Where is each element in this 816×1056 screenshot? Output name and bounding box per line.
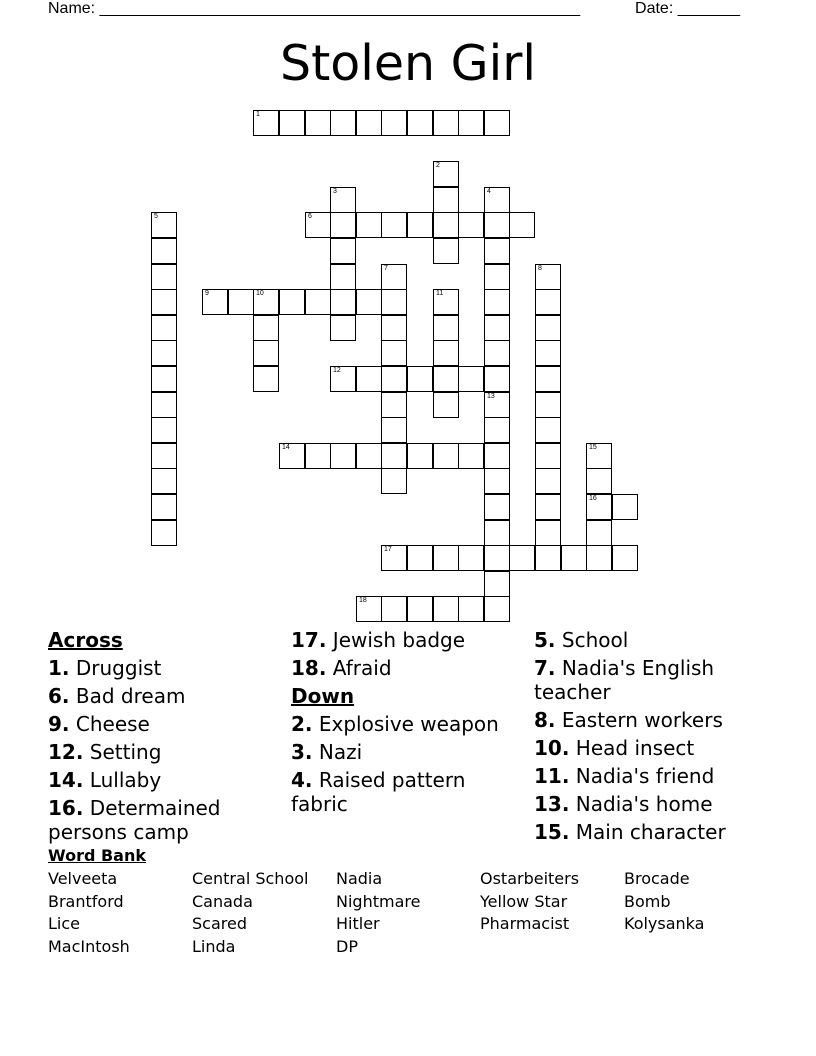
grid-cell[interactable] xyxy=(253,110,279,136)
grid-cell[interactable] xyxy=(458,366,484,392)
clue-number: 8 xyxy=(538,265,542,272)
word-bank-item: Central School xyxy=(192,869,309,888)
grid-cell[interactable] xyxy=(202,289,228,315)
clue-number: 18 xyxy=(359,597,367,604)
page-title: Stolen Girl xyxy=(279,35,537,92)
grid-cell[interactable] xyxy=(535,315,561,341)
grid-cell[interactable] xyxy=(484,264,510,290)
grid-cell[interactable] xyxy=(253,340,279,366)
grid-cell[interactable] xyxy=(458,545,484,571)
word-bank-item: Nightmare xyxy=(336,891,421,911)
grid-cell[interactable] xyxy=(458,596,484,622)
grid-cell[interactable] xyxy=(612,545,638,571)
clue-number: 11 xyxy=(436,290,444,297)
clue-number: 17 xyxy=(384,546,392,553)
grid-cell[interactable] xyxy=(535,494,561,520)
grid-cell[interactable] xyxy=(484,366,510,392)
grid-cell[interactable] xyxy=(586,468,612,494)
grid-cell[interactable] xyxy=(151,392,177,418)
down-clue-10: 10. Head insect xyxy=(534,736,695,760)
word-bank-item: Velveeta xyxy=(48,869,118,888)
grid-cell[interactable] xyxy=(381,392,407,418)
word-bank-item: Nadia xyxy=(336,869,383,888)
word-bank-title: Word Bank xyxy=(48,846,147,865)
clue-number: 3 xyxy=(333,188,337,195)
word-bank-item: Linda xyxy=(192,937,236,957)
grid-cell[interactable] xyxy=(151,468,177,494)
down-clue-5: 5. School xyxy=(534,628,629,652)
grid-cell[interactable] xyxy=(484,468,510,494)
grid-cell[interactable] xyxy=(151,289,177,315)
grid-cell[interactable] xyxy=(484,545,510,571)
word-bank-item: Ostarbeiters xyxy=(480,869,580,888)
grid-cell[interactable] xyxy=(433,392,459,418)
grid-cell[interactable] xyxy=(535,392,561,418)
down-clue-3: 3. Nazi xyxy=(291,740,363,764)
word-bank-item: Lice xyxy=(48,914,80,934)
grid-cell[interactable] xyxy=(253,366,279,392)
grid-cell[interactable] xyxy=(484,187,510,213)
clue-number: 16 xyxy=(589,495,597,502)
grid-cell[interactable] xyxy=(151,494,177,520)
clue-number: 14 xyxy=(282,444,290,451)
grid-cell[interactable] xyxy=(151,417,177,443)
grid-cell[interactable] xyxy=(407,443,433,469)
grid-cell[interactable] xyxy=(151,366,177,392)
word-bank-column-4 xyxy=(480,868,579,936)
grid-cell[interactable] xyxy=(535,468,561,494)
word-bank-item: Yellow Star xyxy=(480,891,568,911)
across-clue-16: 16. Determained persons camp xyxy=(48,796,221,844)
clue-number: 5 xyxy=(154,213,158,220)
grid-cell[interactable] xyxy=(305,212,331,238)
grid-cell[interactable] xyxy=(330,289,356,315)
grid-cell[interactable] xyxy=(330,110,356,136)
grid-cell[interactable] xyxy=(433,443,459,469)
grid-cell[interactable] xyxy=(535,289,561,315)
grid-cell[interactable] xyxy=(356,110,382,136)
grid-cell[interactable] xyxy=(458,443,484,469)
grid-cell[interactable] xyxy=(330,212,356,238)
grid-cell[interactable] xyxy=(381,443,407,469)
word-bank-column-3 xyxy=(336,868,420,959)
word-bank-item: Scared xyxy=(192,914,247,934)
grid-cell[interactable] xyxy=(151,443,177,469)
grid-cell[interactable] xyxy=(433,212,459,238)
grid-cell[interactable] xyxy=(433,161,459,187)
name-field-label: Name: ______________________________________________________ xyxy=(48,0,581,17)
grid-cell[interactable] xyxy=(433,596,459,622)
grid-cell[interactable] xyxy=(381,417,407,443)
grid-cell[interactable] xyxy=(151,315,177,341)
word-bank-item: Canada xyxy=(192,891,253,911)
clue-number: 1 xyxy=(256,111,260,118)
across-clue-12: 12. Setting xyxy=(48,740,162,764)
grid-cell[interactable] xyxy=(535,520,561,546)
clue-number: 13 xyxy=(487,393,495,400)
grid-cell[interactable] xyxy=(356,212,382,238)
grid-cell[interactable] xyxy=(561,545,587,571)
grid-cell[interactable] xyxy=(151,212,177,238)
grid-cell[interactable] xyxy=(356,289,382,315)
grid-cell[interactable] xyxy=(381,545,407,571)
grid-cell[interactable] xyxy=(433,366,459,392)
grid-cell[interactable] xyxy=(484,596,510,622)
grid-cell[interactable] xyxy=(228,289,254,315)
word-bank-item: Bomb xyxy=(624,891,671,911)
across-clue-14: 14. Lullaby xyxy=(48,768,162,792)
grid-cell[interactable] xyxy=(535,340,561,366)
clue-number: 10 xyxy=(256,290,264,297)
grid-cell[interactable] xyxy=(484,340,510,366)
grid-cell[interactable] xyxy=(330,366,356,392)
grid-cell[interactable] xyxy=(433,110,459,136)
clue-column-1 xyxy=(48,628,284,848)
across-clue-18: 18. Afraid xyxy=(291,656,392,680)
grid-cell[interactable] xyxy=(151,238,177,264)
grid-cell[interactable] xyxy=(356,366,382,392)
grid-cell[interactable] xyxy=(535,443,561,469)
grid-cell[interactable] xyxy=(586,443,612,469)
grid-cell[interactable] xyxy=(535,417,561,443)
grid-cell[interactable] xyxy=(356,443,382,469)
grid-cell[interactable] xyxy=(381,289,407,315)
clue-number: 15 xyxy=(589,444,597,451)
grid-cell[interactable] xyxy=(433,238,459,264)
grid-cell[interactable] xyxy=(612,494,638,520)
grid-cell[interactable] xyxy=(381,596,407,622)
grid-cell[interactable] xyxy=(484,110,510,136)
word-bank-item: Hitler xyxy=(336,914,380,934)
clue-column-2 xyxy=(291,628,527,820)
grid-cell[interactable] xyxy=(535,366,561,392)
grid-cell[interactable] xyxy=(253,315,279,341)
grid-cell[interactable] xyxy=(586,545,612,571)
down-heading: Down xyxy=(291,684,355,708)
grid-cell[interactable] xyxy=(381,110,407,136)
grid-cell[interactable] xyxy=(407,110,433,136)
grid-cell[interactable] xyxy=(381,315,407,341)
grid-cell[interactable] xyxy=(407,596,433,622)
clue-column-3 xyxy=(534,628,770,848)
grid-cell[interactable] xyxy=(151,520,177,546)
grid-cell[interactable] xyxy=(356,596,382,622)
grid-cell[interactable] xyxy=(509,545,535,571)
grid-cell[interactable] xyxy=(253,289,279,315)
grid-cell[interactable] xyxy=(330,443,356,469)
grid-cell[interactable] xyxy=(407,545,433,571)
grid-cell[interactable] xyxy=(330,264,356,290)
grid-cell[interactable] xyxy=(484,520,510,546)
grid-cell[interactable] xyxy=(407,366,433,392)
grid-cell[interactable] xyxy=(458,212,484,238)
clue-number: 7 xyxy=(384,265,388,272)
down-clue-11: 11. Nadia's friend xyxy=(534,764,715,788)
grid-cell[interactable] xyxy=(484,417,510,443)
grid-cell[interactable] xyxy=(151,340,177,366)
grid-cell[interactable] xyxy=(586,520,612,546)
grid-cell[interactable] xyxy=(381,366,407,392)
down-clue-15: 15. Main character xyxy=(534,820,726,844)
grid-cell[interactable] xyxy=(484,571,510,597)
grid-cell[interactable] xyxy=(305,289,331,315)
down-clue-7: 7. Nadia's English teacher xyxy=(534,656,715,704)
grid-cell[interactable] xyxy=(484,494,510,520)
grid-cell[interactable] xyxy=(279,289,305,315)
down-clue-2: 2. Explosive weapon xyxy=(291,712,499,736)
word-bank-column-2 xyxy=(192,868,308,959)
grid-cell[interactable] xyxy=(279,110,305,136)
across-heading: Across xyxy=(48,628,123,652)
clue-number: 4 xyxy=(487,188,491,195)
word-bank-item: MacIntosh xyxy=(48,937,130,957)
grid-cell[interactable] xyxy=(407,212,433,238)
word-bank-item: Kolysanka xyxy=(624,914,705,934)
grid-cell[interactable] xyxy=(381,340,407,366)
word-bank-column-1 xyxy=(48,868,130,959)
grid-cell[interactable] xyxy=(381,264,407,290)
clue-number: 2 xyxy=(436,162,440,169)
word-bank-item: Brantford xyxy=(48,891,124,911)
grid-cell[interactable] xyxy=(151,264,177,290)
grid-cell[interactable] xyxy=(484,443,510,469)
word-bank-item: DP xyxy=(336,937,358,957)
grid-cell[interactable] xyxy=(279,443,305,469)
grid-cell[interactable] xyxy=(433,289,459,315)
grid-cell[interactable] xyxy=(484,212,510,238)
grid-cell[interactable] xyxy=(484,315,510,341)
across-clue-17: 17. Jewish badge xyxy=(291,628,466,652)
grid-cell[interactable] xyxy=(535,545,561,571)
down-clue-4: 4. Raised pattern fabric xyxy=(291,768,466,816)
grid-cell[interactable] xyxy=(330,238,356,264)
date-field-label: Date: _______ xyxy=(635,0,740,17)
grid-cell[interactable] xyxy=(433,545,459,571)
grid-cell[interactable] xyxy=(381,212,407,238)
grid-cell[interactable] xyxy=(509,212,535,238)
down-clue-13: 13. Nadia's home xyxy=(534,792,713,816)
word-bank-column-5 xyxy=(624,868,704,936)
grid-cell[interactable] xyxy=(484,392,510,418)
grid-cell[interactable] xyxy=(381,468,407,494)
grid-cell[interactable] xyxy=(433,315,459,341)
down-clue-8: 8. Eastern workers xyxy=(534,708,723,732)
grid-cell[interactable] xyxy=(433,340,459,366)
across-clue-9: 9. Cheese xyxy=(48,712,150,736)
word-bank-item: Brocade xyxy=(624,869,690,888)
grid-cell[interactable] xyxy=(305,110,331,136)
clue-number: 6 xyxy=(308,213,312,220)
grid-cell[interactable] xyxy=(305,443,331,469)
grid-cell[interactable] xyxy=(433,187,459,213)
grid-cell[interactable] xyxy=(535,264,561,290)
clue-number: 9 xyxy=(205,290,209,297)
clue-number: 12 xyxy=(333,367,341,374)
across-clue-6: 6. Bad dream xyxy=(48,684,186,708)
grid-cell[interactable] xyxy=(458,110,484,136)
grid-cell[interactable] xyxy=(330,315,356,341)
grid-cell[interactable] xyxy=(586,494,612,520)
grid-cell[interactable] xyxy=(330,187,356,213)
grid-cell[interactable] xyxy=(484,289,510,315)
grid-cell[interactable] xyxy=(484,238,510,264)
header-line xyxy=(48,0,740,20)
word-bank-item: Pharmacist xyxy=(480,914,570,934)
across-clue-1: 1. Druggist xyxy=(48,656,162,680)
